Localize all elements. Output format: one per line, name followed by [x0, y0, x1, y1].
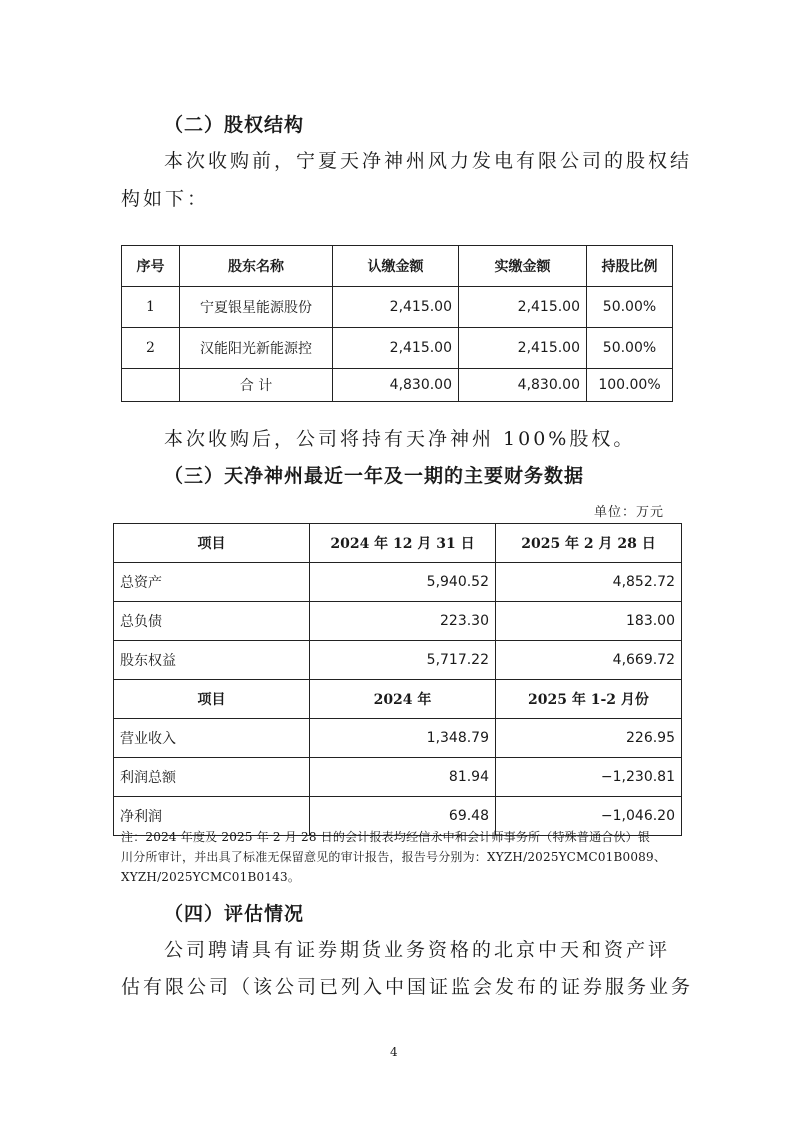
section-4-line-1: 公司聘请具有证券期货业务资格的北京中天和资产评 [164, 939, 671, 961]
row-item: 净利润 [114, 797, 310, 836]
row-value-2: 226.95 [496, 719, 682, 758]
section-2-heading: （二）股权结构 [164, 114, 305, 136]
header-item: 项目 [114, 680, 310, 719]
footnote-line-3: XYZH/2025YCMC01B0143。 [121, 870, 301, 884]
table-row [122, 328, 673, 369]
row-value-1: 223.30 [310, 602, 496, 641]
row-value-2: 4,852.72 [496, 563, 682, 602]
row-no: 1 [122, 287, 180, 328]
footnote-line-1: 注：2024 年度及 2025 年 2 月 28 日的会计报表均经信永中和会计师事务所（特殊普通合伙）银 [121, 830, 651, 844]
table-total-row [122, 369, 673, 402]
header-subscribed: 认缴金额 [333, 246, 459, 287]
balance-header-row [114, 524, 682, 563]
header-shareholder: 股东名称 [180, 246, 333, 287]
after-acquisition-text: 本次收购后，公司将持有天净神州 100%股权。 [164, 428, 636, 450]
page-number: 4 [390, 1045, 398, 1059]
unit-label: 单位：万元 [594, 505, 665, 520]
table-row [122, 287, 673, 328]
table-row [114, 563, 682, 602]
row-ratio: 50.00% [587, 287, 673, 328]
row-item: 利润总额 [114, 758, 310, 797]
row-value-2: 4,669.72 [496, 641, 682, 680]
header-2025-jan-feb: 2025 年 1-2 月份 [496, 680, 682, 719]
table-row [114, 641, 682, 680]
total-paid: 4,830.00 [459, 369, 587, 402]
row-value-2: −1,230.81 [496, 758, 682, 797]
equity-structure-table [121, 245, 673, 402]
total-ratio: 100.00% [587, 369, 673, 402]
header-paid: 实缴金额 [459, 246, 587, 287]
row-item: 总负债 [114, 602, 310, 641]
section-2-intro-line-1: 本次收购前，宁夏天净神州风力发电有限公司的股权结 [164, 150, 693, 172]
income-header-row [114, 680, 682, 719]
row-paid: 2,415.00 [459, 287, 587, 328]
row-item: 营业收入 [114, 719, 310, 758]
section-4-heading: （四）评估情况 [164, 903, 305, 925]
total-empty-cell [122, 369, 180, 402]
section-2-intro-line-2: 构如下： [121, 188, 210, 210]
row-shareholder: 宁夏银星能源股份 [180, 287, 333, 328]
row-value-2: 183.00 [496, 602, 682, 641]
section-3-heading: （三）天净神州最近一年及一期的主要财务数据 [164, 465, 585, 487]
row-paid: 2,415.00 [459, 328, 587, 369]
table-header-row [122, 246, 673, 287]
header-ratio: 持股比例 [587, 246, 673, 287]
total-label: 合 计 [180, 369, 333, 402]
header-item: 项目 [114, 524, 310, 563]
row-ratio: 50.00% [587, 328, 673, 369]
header-2024-12-31: 2024 年 12 月 31 日 [310, 524, 496, 563]
row-value-2: −1,046.20 [496, 797, 682, 836]
row-subscribed: 2,415.00 [333, 287, 459, 328]
header-2024: 2024 年 [310, 680, 496, 719]
total-subscribed: 4,830.00 [333, 369, 459, 402]
row-value-1: 1,348.79 [310, 719, 496, 758]
financial-data-table [113, 523, 682, 836]
row-shareholder: 汉能阳光新能源控 [180, 328, 333, 369]
row-value-1: 81.94 [310, 758, 496, 797]
header-no: 序号 [122, 246, 180, 287]
header-2025-02-28: 2025 年 2 月 28 日 [496, 524, 682, 563]
table-row [114, 602, 682, 641]
row-subscribed: 2,415.00 [333, 328, 459, 369]
row-value-1: 5,717.22 [310, 641, 496, 680]
row-value-1: 69.48 [310, 797, 496, 836]
footnote-line-2: 川分所审计，并出具了标准无保留意见的审计报告，报告号分别为：XYZH/2025YCMC01B0089、 [121, 850, 667, 864]
section-4-line-2: 估有限公司（该公司已列入中国证监会发布的证券服务业务 [121, 976, 694, 998]
table-row [114, 719, 682, 758]
row-value-1: 5,940.52 [310, 563, 496, 602]
row-no: 2 [122, 328, 180, 369]
table-row [114, 758, 682, 797]
row-item: 总资产 [114, 563, 310, 602]
table-footnote [121, 827, 681, 887]
row-item: 股东权益 [114, 641, 310, 680]
